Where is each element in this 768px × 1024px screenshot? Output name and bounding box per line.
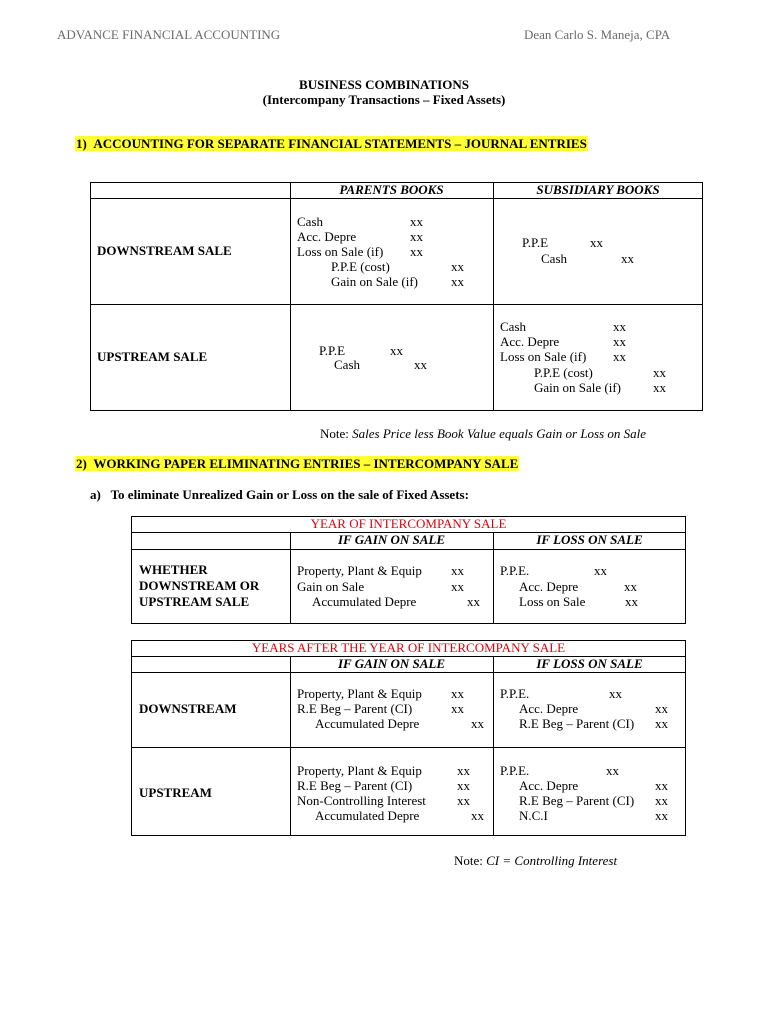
journal-amount: xx	[594, 563, 607, 578]
journal-line: P.P.E (cost)	[534, 365, 593, 380]
section2-subheading-a: a) To eliminate Unrealized Gain or Loss on the sale of Fixed Assets:	[90, 487, 469, 502]
journal-amount: xx	[653, 380, 666, 395]
journal-line: P.P.E.	[500, 563, 530, 578]
journal-line: Loss on Sale	[519, 594, 586, 609]
journal-amount: xx	[457, 778, 470, 793]
journal-amount: xx	[467, 594, 480, 609]
journal-line: Cash	[500, 319, 526, 334]
journal-amount: xx	[471, 808, 484, 823]
journal-amount: xx	[653, 365, 666, 380]
journal-amount: xx	[451, 686, 464, 701]
table-divider	[131, 549, 686, 550]
journal-line: Property, Plant & Equip	[297, 563, 422, 578]
row-label-line: WHETHER	[139, 562, 208, 577]
journal-amount: xx	[613, 349, 626, 364]
note-text: CI = Controlling Interest	[486, 853, 618, 868]
journal-line: Acc. Depre	[519, 701, 579, 716]
note-prefix: Note:	[454, 853, 487, 868]
journal-amount: xx	[613, 334, 626, 349]
journal-line: Cash	[334, 357, 360, 372]
journal-amount: xx	[655, 701, 668, 716]
table-col-divider	[493, 182, 494, 411]
journal-line: Loss on Sale (if)	[297, 244, 384, 259]
note-sales-price	[320, 426, 646, 442]
col-header-loss: IF LOSS ON SALE	[536, 532, 643, 547]
journal-line: Acc. Depre	[519, 579, 579, 594]
journal-line: P.P.E.	[500, 686, 530, 701]
journal-amount: xx	[414, 357, 427, 372]
row-label-upstream-sale: UPSTREAM SALE	[97, 349, 208, 364]
journal-amount: xx	[613, 319, 626, 334]
journal-amount: xx	[624, 579, 637, 594]
journal-line: P.P.E	[522, 235, 549, 250]
table-title-years-after: YEARS AFTER THE YEAR OF INTERCOMPANY SALE	[251, 640, 566, 655]
journal-amount: xx	[451, 274, 464, 289]
journal-amount: xx	[590, 235, 603, 250]
journal-line: R.E Beg – Parent (CI)	[519, 793, 635, 808]
journal-amount: xx	[609, 686, 622, 701]
section2-heading-text: 2) WORKING PAPER ELIMINATING ENTRIES – INTERCOMPANY SALE	[76, 456, 519, 471]
section1-heading	[75, 136, 588, 152]
col-header-loss: IF LOSS ON SALE	[536, 656, 643, 671]
journal-line: Gain on Sale	[297, 579, 365, 594]
journal-amount: xx	[457, 763, 470, 778]
journal-amount: xx	[451, 579, 464, 594]
journal-amount: xx	[606, 763, 619, 778]
journal-amount: xx	[451, 259, 464, 274]
page-subtitle: (Intercompany Transactions – Fixed Assets)	[262, 92, 506, 107]
row-label-downstream-sale: DOWNSTREAM SALE	[97, 243, 232, 258]
section2-heading	[75, 456, 519, 472]
journal-line: Non-Controlling Interest	[297, 793, 426, 808]
col-header-gain: IF GAIN ON SALE	[337, 656, 446, 671]
journal-line: P.P.E	[319, 343, 346, 358]
journal-amount: xx	[621, 251, 634, 266]
table-col-divider	[290, 182, 291, 411]
journal-amount: xx	[471, 716, 484, 731]
journal-amount: xx	[655, 716, 668, 731]
journal-amount: xx	[410, 214, 423, 229]
journal-line: Gain on Sale (if)	[331, 274, 419, 289]
journal-line: Property, Plant & Equip	[297, 763, 422, 778]
journal-line: Cash	[541, 251, 567, 266]
journal-line: R.E Beg – Parent (CI)	[519, 716, 635, 731]
note-text: Sales Price less Book Value equals Gain or Loss on Sale	[352, 426, 647, 441]
page-title: BUSINESS COMBINATIONS	[299, 77, 469, 92]
journal-amount: xx	[451, 701, 464, 716]
table-col-divider	[493, 656, 494, 836]
journal-line: R.E Beg – Parent (CI)	[297, 778, 413, 793]
table-divider	[131, 672, 686, 673]
header-left: ADVANCE FINANCIAL ACCOUNTING	[57, 27, 281, 42]
journal-line: Accumulated Depre	[315, 808, 420, 823]
col-header-subsidiary-books: SUBSIDIARY BOOKS	[536, 182, 660, 197]
journal-line: P.P.E (cost)	[331, 259, 390, 274]
note-prefix: Note:	[320, 426, 353, 441]
journal-line: Accumulated Depre	[312, 594, 417, 609]
col-header-gain: IF GAIN ON SALE	[337, 532, 446, 547]
section1-heading-text: 1) ACCOUNTING FOR SEPARATE FINANCIAL STATEMENTS – JOURNAL ENTRIES	[76, 136, 587, 151]
journal-entries-table	[90, 182, 703, 411]
table-divider	[131, 747, 686, 748]
journal-line: Acc. Depre	[519, 778, 579, 793]
journal-amount: xx	[625, 594, 638, 609]
row-label-downstream: DOWNSTREAM	[139, 701, 237, 716]
row-label-line: DOWNSTREAM OR	[139, 578, 260, 593]
journal-line: Cash	[297, 214, 323, 229]
header-right: Dean Carlo S. Maneja, CPA	[524, 27, 671, 42]
row-label-upstream: UPSTREAM	[139, 785, 212, 800]
table-title-year-of-sale: YEAR OF INTERCOMPANY SALE	[310, 516, 507, 531]
journal-line: Accumulated Depre	[315, 716, 420, 731]
journal-amount: xx	[655, 808, 668, 823]
journal-line: N.C.I	[519, 808, 548, 823]
journal-line: R.E Beg – Parent (CI)	[297, 701, 413, 716]
journal-amount: xx	[410, 244, 423, 259]
journal-line: Property, Plant & Equip	[297, 686, 422, 701]
journal-amount: xx	[451, 563, 464, 578]
table-header-divider	[90, 198, 703, 199]
journal-line: Loss on Sale (if)	[500, 349, 587, 364]
journal-line: Gain on Sale (if)	[534, 380, 622, 395]
note-controlling-interest	[454, 853, 617, 869]
table-col-divider	[290, 656, 291, 836]
journal-amount: xx	[390, 343, 403, 358]
table-row-divider	[90, 304, 703, 305]
journal-line: P.P.E.	[500, 763, 530, 778]
journal-line: Acc. Depre	[500, 334, 560, 349]
journal-amount: xx	[410, 229, 423, 244]
row-label-line: UPSTREAM SALE	[139, 594, 250, 609]
journal-amount: xx	[655, 778, 668, 793]
journal-line: Acc. Depre	[297, 229, 357, 244]
journal-amount: xx	[655, 793, 668, 808]
journal-amount: xx	[457, 793, 470, 808]
col-header-parents-books: PARENTS BOOKS	[339, 182, 444, 197]
